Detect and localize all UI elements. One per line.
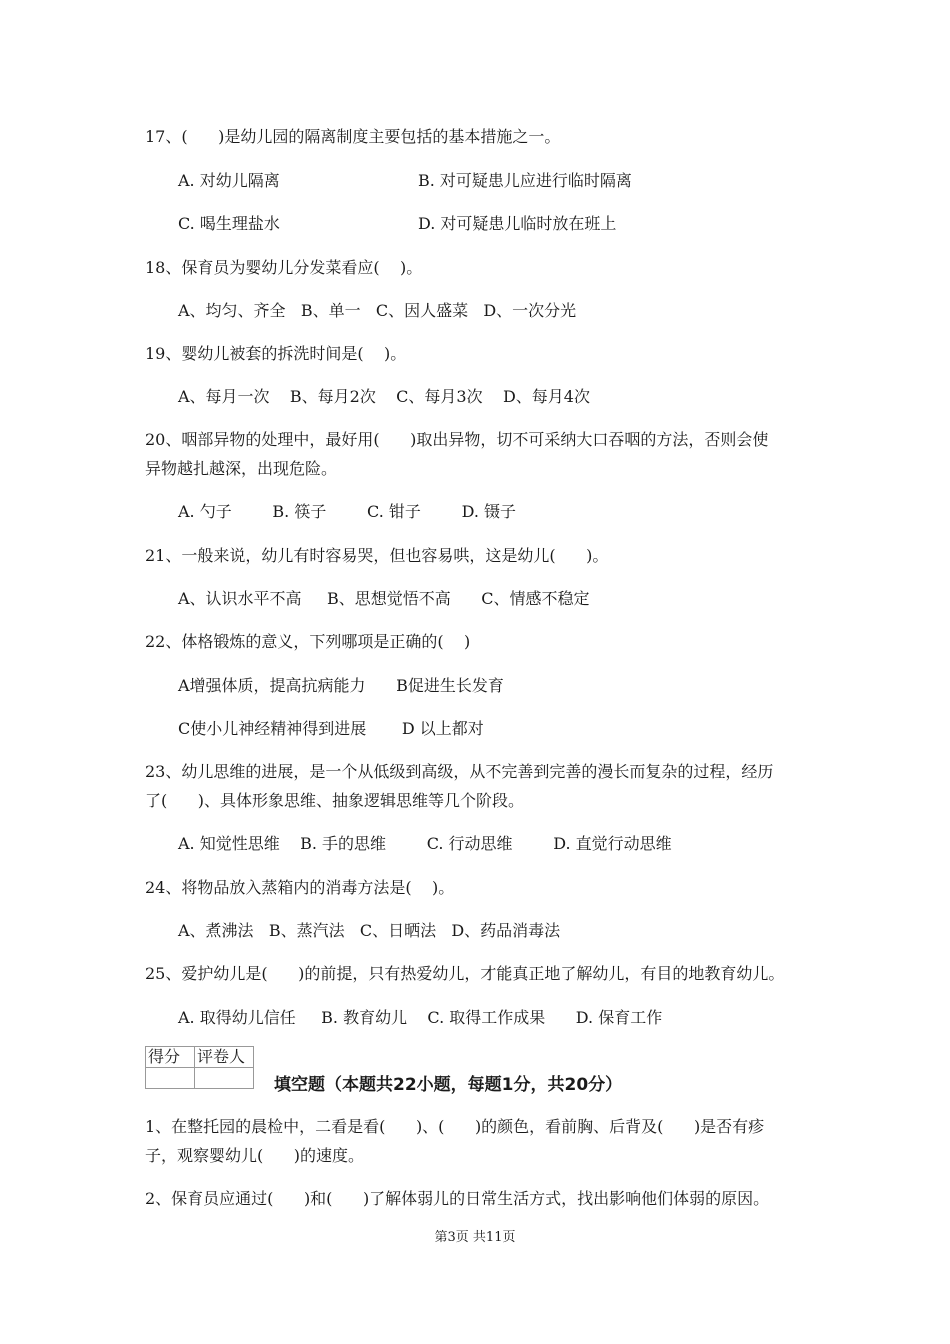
question-23-stem-line1: 23、幼儿思维的进展，是一个从低级到高级，从不完善到完善的漫长而复杂的过程，经历 [145, 762, 774, 781]
question-22-options-line1: A增强体质，提高抗病能力 B促进生长发育 [178, 676, 504, 695]
fill-in-1-line1: 1、在整托园的晨检中，二看是看( )、( )的颜色，看前胸、后背及( )是否有疹 [145, 1117, 765, 1136]
question-24-options: A、煮沸法 B、蒸汽法 C、日晒法 D、药品消毒法 [178, 921, 561, 940]
question-17-option-d: D. 对可疑患儿临时放在班上 [418, 214, 617, 233]
question-17-option-b: B. 对可疑患儿应进行临时隔离 [418, 171, 632, 190]
score-label: 得分 [146, 1047, 195, 1068]
question-22-stem: 22、体格锻炼的意义，下列哪项是正确的( ) [145, 632, 471, 651]
question-21-options: A、认识水平不高 B、思想觉悟不高 C、情感不稳定 [178, 589, 590, 608]
question-18-stem: 18、保育员为婴幼儿分发菜看应( )。 [145, 258, 423, 277]
question-25-options: A. 取得幼儿信任 B. 教育幼儿 C. 取得工作成果 D. 保育工作 [178, 1008, 663, 1027]
question-20-stem-line2: 异物越扎越深，出现危险。 [145, 459, 338, 478]
question-21-stem: 21、一般来说，幼儿有时容易哭，但也容易哄，这是幼儿( )。 [145, 546, 609, 565]
page-footer: 第3页 共11页 [434, 1230, 516, 1245]
question-18-options: A、均匀、齐全 B、单一 C、因人盛菜 D、一次分光 [178, 301, 577, 320]
question-17-stem: 17、( )是幼儿园的隔离制度主要包括的基本措施之一。 [145, 127, 561, 146]
question-23-stem-line2: 了( )、具体形象思维、抽象逻辑思维等几个阶段。 [145, 791, 525, 810]
grader-cell [195, 1068, 254, 1089]
question-17-option-a: A. 对幼儿隔离 [178, 171, 280, 190]
question-20-stem-line1: 20、咽部异物的处理中，最好用( )取出异物，切不可采纳大口吞咽的方法，否则会使 [145, 430, 769, 449]
fill-in-2: 2、保育员应通过( )和( )了解体弱儿的日常生活方式，找出影响他们体弱的原因。 [145, 1189, 770, 1208]
question-23-options: A. 知觉性思维 B. 手的思维 C. 行动思维 D. 直觉行动思维 [178, 834, 672, 853]
grader-label: 评卷人 [195, 1047, 254, 1068]
score-cell [146, 1068, 195, 1089]
fill-in-1-line2: 子，观察婴幼儿( )的速度。 [145, 1146, 365, 1165]
question-22-options-line2: C使小儿神经精神得到进展 D 以上都对 [178, 719, 484, 738]
question-19-stem: 19、婴幼儿被套的拆洗时间是( )。 [145, 344, 407, 363]
score-box [145, 1046, 254, 1089]
section-title: 填空题（本题共22小题，每题1分，共20分） [274, 1075, 623, 1095]
question-20-options: A. 勺子 B. 筷子 C. 钳子 D. 镊子 [178, 502, 516, 521]
question-25-stem: 25、爱护幼儿是( )的前提，只有热爱幼儿，才能真正地了解幼儿，有目的地教育幼儿。 [145, 964, 785, 983]
question-19-options: A、每月一次 B、每月2次 C、每月3次 D、每月4次 [178, 387, 590, 406]
question-17-option-c: C. 喝生理盐水 [178, 214, 280, 233]
question-24-stem: 24、将物品放入蒸箱内的消毒方法是( )。 [145, 878, 455, 897]
